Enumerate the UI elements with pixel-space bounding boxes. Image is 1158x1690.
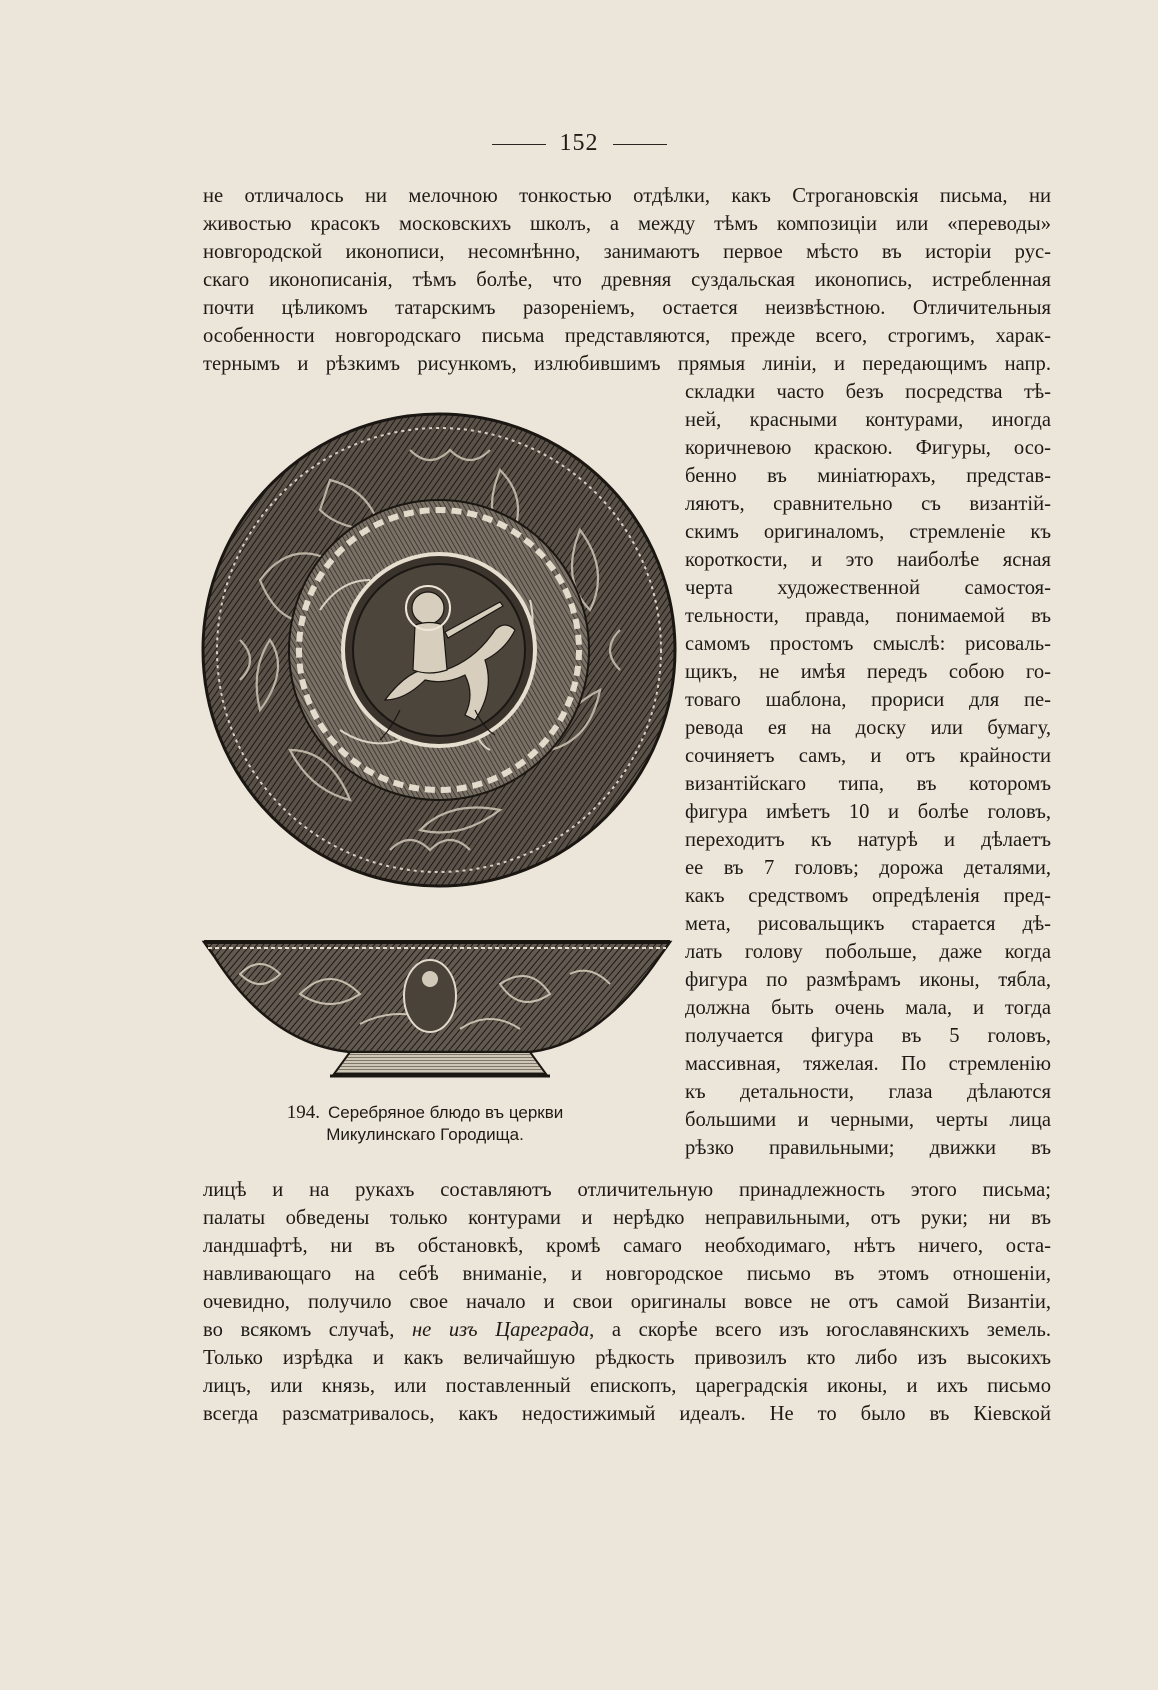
side-line: сочиняетъ самъ, и отъ крайности (685, 745, 1051, 767)
side-line: лать голову побольше, даже когда (685, 941, 1051, 963)
body-line: живостью красокъ московскихъ школъ, а между тѣмъ композиціи или «переводы» (203, 213, 1051, 235)
body-line: новгородской иконописи, несомнѣнно, занимаютъ первое мѣсто въ исторіи рус- (203, 241, 1051, 263)
side-line: тельности, правда, понимаемой въ (685, 605, 1051, 627)
side-line: большими и черными, черты лица (685, 1109, 1051, 1131)
body-line: навливающаго на себѣ вниманіе, и новгородское письмо въ этомъ отношеніи, (203, 1263, 1051, 1285)
side-line: скимъ оригиналомъ, стремленіе къ (685, 521, 1051, 543)
side-line: какъ средствомъ опредѣленія пред- (685, 885, 1051, 907)
figure-caption-line1: 194. Серебряное блюдо въ церкви (286, 1102, 564, 1123)
body-line: скаго иконописанія, тѣмъ болѣе, что древняя суздальская иконопись, истребленная (203, 269, 1051, 291)
side-line: щикъ, не имѣя передъ собою го- (685, 661, 1051, 683)
body-line: ландшафтѣ, ни въ обстановкѣ, кромѣ самаго необходимаго, нѣтъ ничего, оста- (203, 1235, 1051, 1257)
side-line: товаго шаблона, прориси для пе- (685, 689, 1051, 711)
side-line: ее въ 7 головъ; дорожа деталями, (685, 857, 1051, 879)
figure-caption-line2: Микулинскаго Городища. (326, 1125, 524, 1144)
body-line: особенности новгородскаго письма представляются, прежде всего, строгимъ, харак- (203, 325, 1051, 347)
side-line: мета, рисовальщикъ старается дѣ- (685, 913, 1051, 935)
figure-caption (205, 1102, 645, 1146)
italic-phrase: не изъ Цареграда (411, 1319, 590, 1341)
side-line: ревода ея на доску или бумагу, (685, 717, 1051, 739)
body-line: лицѣ и на рукахъ составляютъ отличительную принадлежность этого письма; (203, 1179, 1051, 1201)
side-line: фигура по размѣрамъ иконы, тябла, (685, 969, 1051, 991)
silver-dish-top-view-illustration (200, 410, 678, 890)
page-number: 152 (0, 130, 1158, 157)
body-line: почти цѣликомъ татарскимъ разореніемъ, остается неизвѣстною. Отличительныя (203, 297, 1051, 319)
body-line: Только изрѣдка и какъ величайшую рѣдкость привозилъ кто либо изъ высокихъ (203, 1347, 1051, 1369)
side-line: бенно въ миніатюрахъ, представ- (685, 465, 1051, 487)
page-number-dash-left (492, 144, 546, 145)
side-line: короткости, и это наиболѣе ясная (685, 549, 1051, 571)
body-line: во всякомъ случаѣ, не изъ Цареграда, а скорѣе всего изъ югославянскихъ земель. (203, 1319, 1051, 1341)
side-line: самомъ простомъ смыслѣ: рисоваль- (685, 633, 1051, 655)
side-line: должна быть очень мала, и тогда (685, 997, 1051, 1019)
body-line: палаты обведены только контурами и нерѣдко неправильными, отъ руки; ни въ (203, 1207, 1051, 1229)
silver-dish-side-view-illustration (200, 934, 674, 1084)
side-line: ней, красными контурами, иногда (685, 409, 1051, 431)
side-line: складки часто безъ посредства тѣ- (685, 381, 1051, 403)
body-line: не отличалось ни мелочною тонкостью отдѣлки, какъ Строгановскія письма, ни (203, 185, 1051, 207)
body-line: всегда разсматривалось, какъ недостижимый идеалъ. Не то было въ Кіевской (203, 1403, 1051, 1425)
side-line: массивная, тяжелая. По стремленію (685, 1053, 1051, 1075)
side-line: византійскаго типа, въ которомъ (685, 773, 1051, 795)
body-line: лицъ, или князь, или поставленный епископъ, цареградскія иконы, и ихъ письмо (203, 1375, 1051, 1397)
side-line: переходитъ къ натурѣ и дѣлаетъ (685, 829, 1051, 851)
side-line: коричневою краскою. Фигуры, осо- (685, 437, 1051, 459)
side-line: рѣзко правильными; движки въ (685, 1137, 1051, 1159)
side-line: получается фигура въ 5 головъ, (685, 1025, 1051, 1047)
body-line: очевидно, получило свое начало и свои оригиналы вовсе не отъ самой Византіи, (203, 1291, 1051, 1313)
page-number-dash-right (613, 144, 667, 145)
side-line: черта художественной самостоя- (685, 577, 1051, 599)
side-line: фигура имѣетъ 10 и болѣе головъ, (685, 801, 1051, 823)
body-line: тернымъ и рѣзкимъ рисункомъ, излюбившимъ прямыя линіи, и передающимъ напр. (203, 353, 1051, 375)
figure-number: 194. (286, 1102, 320, 1123)
side-line: ляютъ, сравнительно съ византій- (685, 493, 1051, 515)
side-line: къ детальности, глаза дѣлаются (685, 1081, 1051, 1103)
